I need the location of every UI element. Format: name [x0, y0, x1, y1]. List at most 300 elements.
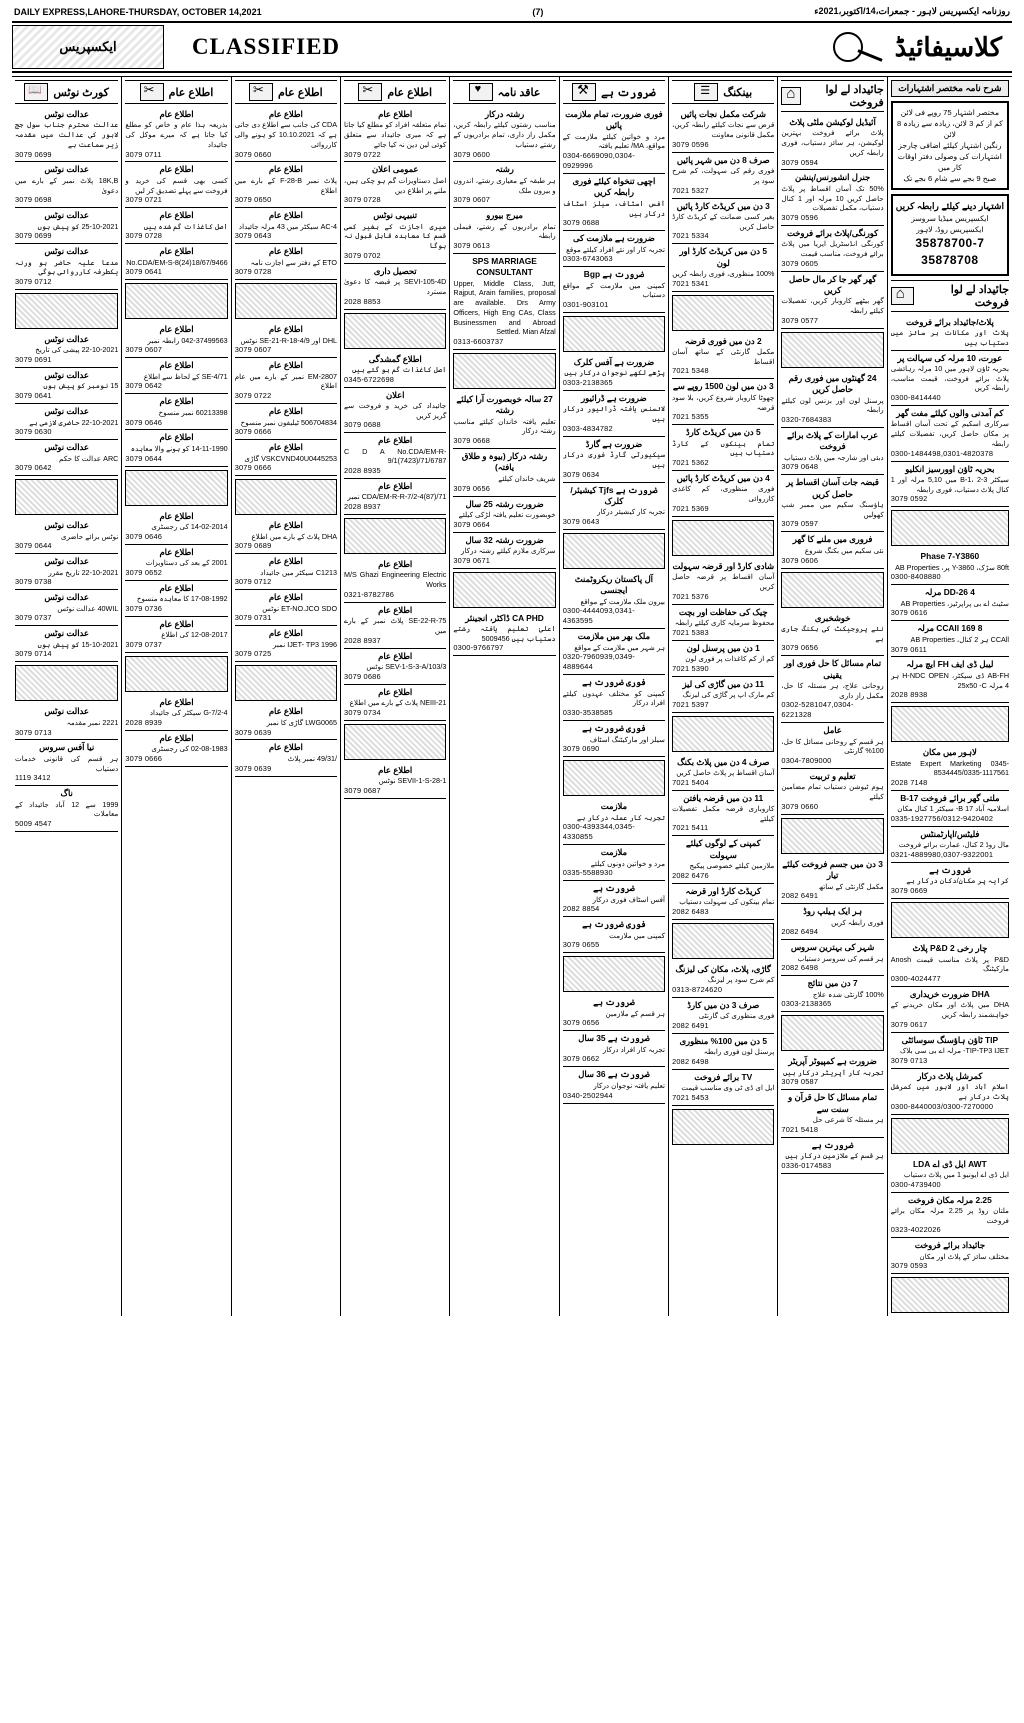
- decorative-image: [235, 665, 337, 701]
- ad-headline: رشتہ: [495, 164, 514, 175]
- ad-headline: اطلاع عام: [159, 582, 194, 593]
- classified-ad: [15, 162, 118, 208]
- classified-ad: [672, 962, 774, 998]
- ad-reference-number: 2028 8937: [344, 502, 381, 512]
- ad-body: 22-10-2021 پیشی کی تاریخ: [35, 345, 119, 355]
- classified-ad: [344, 208, 446, 263]
- ad-headline: چار رخی P&D 2 پلاٹ: [912, 943, 988, 954]
- column-banking: [668, 77, 777, 1316]
- decorative-image: [344, 724, 446, 760]
- decorative-image: [563, 760, 665, 796]
- decorative-image: [672, 520, 774, 556]
- classified-ad: [781, 475, 883, 532]
- ad-body: تجربہ کار اور نئے افراد کیلئے موقع: [566, 244, 666, 254]
- ad-body: آسان اقساط پر پلاٹ حاصل کریں: [676, 768, 775, 777]
- decorative-image: [891, 902, 1009, 938]
- ad-body: CDA کی جانب سے اطلاع دی جاتی ہے کہ 10.10.2021 کو ہونے والی کارروائی: [234, 120, 338, 149]
- ad-body: SEVII-1-S-28-1 نوٹس: [378, 776, 447, 786]
- decorative-image: [891, 706, 1009, 742]
- ad-reference-number: 0321-8782786: [344, 589, 395, 599]
- ad-reference-number: 7021 5327: [672, 185, 709, 195]
- ad-body: 15-10-2021 کو پیش ہوں: [37, 639, 119, 649]
- classified-ad: [125, 394, 227, 430]
- ad-body: لائسنس یافتہ ڈرائیور درکار ہیں: [562, 404, 666, 424]
- decorative-image: [781, 572, 883, 608]
- ad-body: اعلیٰ تعلیم یافتہ رشتے دستیاب ہیں 5009456: [453, 623, 556, 643]
- ad-headline: لاہور میں مکان: [922, 747, 977, 758]
- ad-headline: 24 گھنٹوں میں فوری رقم حاصل کریں: [788, 372, 877, 395]
- ad-reference-number: 2082 6491: [781, 891, 819, 901]
- ad-headline: اطلاع عام: [378, 650, 413, 661]
- ad-headline: 5 دن میں کریڈٹ کارڈ اور لون: [679, 246, 767, 268]
- ad-reference-number: 3079 0639: [234, 727, 272, 737]
- ad-reference-number: 7021 5383: [672, 627, 709, 637]
- doc-icon: [24, 83, 48, 101]
- ad-headline: رشتہ درکار (بیوہ و طلاق یافتہ): [461, 451, 548, 473]
- ads-list-5: [453, 107, 555, 656]
- ad-body: نئے پروجیکٹ کی بکنگ جاری ہے: [781, 623, 884, 643]
- ad-headline: گاڑی، پلاٹ، مکان کی لیزنگ: [675, 963, 771, 974]
- ad-headline: فوری ضرورت ہے: [582, 677, 646, 688]
- rings-icon: [469, 83, 493, 101]
- ad-reference-number: 3079 0594: [781, 157, 819, 167]
- classified-ad: [672, 153, 774, 199]
- ad-headline: اطلاع عام: [268, 246, 303, 257]
- classified-ad: [891, 863, 1009, 899]
- ad-body: DHA پلاٹ کے بارے میں اطلاع: [251, 531, 338, 541]
- ad-body: 17-08-1992 کا معاہدہ منسوخ: [136, 593, 228, 603]
- classified-ad: [125, 430, 227, 466]
- ad-headline: فلیٹس/اپارٹمنٹس: [920, 829, 980, 840]
- ad-body: 1999 سے 12 آباد جائیداد کے معاملات: [15, 799, 119, 819]
- classified-ad: [781, 940, 883, 976]
- ad-reference-number: 7021 5376: [672, 591, 709, 601]
- classified-ad: [344, 107, 446, 162]
- ad-body: Estate Expert Marketing 0345-8534445/0335-1117561: [890, 758, 1009, 778]
- ad-headline: عدالت نوٹس: [44, 706, 89, 717]
- ad-body: ہاؤسنگ سکیم میں ممبر شپ کھولیں: [781, 500, 884, 519]
- ad-headline: شادی کارڈ اور قرضہ سہولت: [672, 560, 775, 571]
- classified-ad: [563, 881, 665, 917]
- contact-phone-2[interactable]: 35878708: [921, 253, 979, 268]
- decorative-image: [344, 313, 446, 349]
- ad-reference-number: 3079 0671: [453, 555, 491, 565]
- decorative-image: [453, 572, 555, 608]
- ad-headline: تمام مسائل کا حل قرآن و سنت سے: [788, 1092, 878, 1114]
- ad-reference-number: 3079 0737: [125, 639, 163, 649]
- classified-ad: [672, 1070, 774, 1106]
- ad-headline: ضرورت ہے Bgp: [583, 269, 644, 280]
- ad-body: ETO کے دفتر سے اجازت نامہ: [250, 257, 338, 267]
- ad-reference-number: 3079 0721: [125, 195, 163, 205]
- classified-ad: [235, 554, 337, 590]
- ad-headline: اطلاع عام: [378, 559, 413, 570]
- decorative-image: [344, 518, 446, 554]
- classified-ad: [453, 611, 555, 657]
- ad-body: تجربہ کار آپریٹر درکار ہیں: [783, 1067, 884, 1077]
- classified-ad: [453, 254, 555, 350]
- ad-body: فوری رقم کی سہولت، کم شرح سود پر: [672, 166, 775, 185]
- classified-ad: [235, 626, 337, 662]
- ad-reference-number: 3079 0596: [781, 212, 819, 222]
- ad-headline: 4 دن میں کریڈٹ کارڈ پائیں: [676, 472, 770, 483]
- section-header-court: [15, 80, 118, 104]
- decorative-image: [235, 283, 337, 319]
- ad-headline: AWT ایل ڈی اے LDA: [913, 1158, 987, 1169]
- ad-headline: اطلاع عام: [159, 696, 194, 707]
- classified-ad: [563, 267, 665, 313]
- ad-headline: اطلاع عام: [268, 628, 303, 639]
- ad-body: عدالت محترم جناب سول جج لاہور کی عدالت میں مقدمہ زیر سماعت ہے: [15, 120, 119, 149]
- decorative-image: [125, 283, 227, 319]
- ad-reference-number: 3079 0731: [234, 613, 272, 623]
- ad-reference-number: 7021 5341: [672, 278, 709, 288]
- ad-headline: اطلاع عام: [159, 324, 194, 335]
- page-number: (7): [532, 6, 544, 17]
- ad-headline: TIP ٹاؤن ہاؤسنگ سوسائٹی: [901, 1034, 999, 1045]
- ad-reference-number: 3079 0668: [453, 436, 491, 446]
- ad-reference-number: 3079 0699: [15, 231, 52, 241]
- classified-ad: [781, 769, 883, 815]
- ad-reference-number: 7021 5362: [672, 458, 709, 467]
- ad-body: دبئی اور شارجہ میں پلاٹ دستیاب: [784, 452, 884, 462]
- classified-ad: [781, 656, 883, 723]
- ad-reference-number: 3079 0702: [344, 250, 381, 260]
- ad-headline: اطلاع عام: [268, 706, 303, 717]
- classified-ad: [125, 162, 227, 208]
- ad-headline: 7 دن میں نتائج: [807, 978, 858, 989]
- ad-headline: ضرورت ہے ملازمت کی: [573, 233, 655, 244]
- ad-headline: ملتی گھر برائے فروخت B-17: [900, 793, 1000, 804]
- classified-ad: [563, 231, 665, 267]
- ad-body: خوبصورت تعلیم یافتہ لڑکی کیلئے: [458, 509, 556, 519]
- ad-reference-number: 7021 5411: [672, 823, 709, 833]
- ad-reference-number: 7021 5453: [672, 1093, 709, 1103]
- classified-ad: [453, 392, 555, 449]
- section-header-requirements: [563, 80, 665, 104]
- ad-reference-number: 3079 0734: [344, 707, 381, 717]
- ad-headline: ملازمت: [600, 801, 628, 812]
- ad-body: مرد و خواتین دونوں کیلئے: [590, 858, 666, 868]
- ad-body: نوٹس برائے حاضری: [60, 531, 119, 541]
- classified-ad: [891, 1069, 1009, 1115]
- ad-headline: شرکت مکمل نجات پائیں: [680, 109, 766, 119]
- classified-ad: [781, 371, 883, 428]
- ad-headline: عدالت نوٹس: [44, 164, 89, 175]
- decorative-image: [672, 1109, 774, 1145]
- ad-body: سٹیٹ اے بی پراپرٹیز، AB Properties: [900, 598, 1009, 608]
- classified-ad: [15, 786, 118, 832]
- classified-ad: [563, 391, 665, 437]
- rate-line-3: رنگین اشتہار کیلئے اضافی چارجز: [898, 141, 1002, 150]
- ad-reference-number: 3079 0607: [125, 345, 163, 355]
- classified-ad: [235, 162, 337, 208]
- ad-body: کم شرح سود پر لیزنگ: [707, 975, 775, 985]
- ad-body: G-7/2-4 سیکٹر کی جائیداد: [149, 708, 228, 718]
- classified-ad: [125, 322, 227, 358]
- ad-body: ایل ای ڈی ٹی وی مناسب قیمت: [681, 1083, 775, 1093]
- ad-body: تمام برادریوں کے رشتے، فیملی رابطہ: [453, 221, 556, 241]
- ad-headline: جنرل انشورنس/پنشن: [794, 172, 871, 183]
- classified-ad: [563, 675, 665, 721]
- classified-ad: [344, 264, 446, 310]
- ad-reference-number: 3079 0639: [234, 763, 272, 773]
- classified-ad: [781, 1090, 883, 1137]
- classified-ad: [125, 208, 227, 244]
- ad-body: آفس اسٹاف، سیلز اسٹاف درکار ہیں: [562, 198, 666, 218]
- ad-reference-number: 3079 0613: [453, 241, 491, 251]
- classified-ad: [125, 509, 227, 545]
- decorative-image: [125, 656, 227, 692]
- ad-reference-number: 0323-4022026: [890, 1225, 941, 1235]
- classified-ad: [344, 685, 446, 721]
- scissors-icon: [358, 83, 382, 101]
- ad-body: IJET- TP3 1996 نمبر: [272, 639, 338, 649]
- classified-ad: [563, 572, 665, 629]
- ad-headline: ہر ایک ہیلپ روڈ: [803, 906, 863, 917]
- classified-ad: [235, 704, 337, 740]
- ad-body: ET-NO.JCO SDO نوٹس: [262, 603, 338, 613]
- classified-ad: [344, 557, 446, 603]
- ad-body: آفس اسٹاف فوری درکار: [592, 894, 666, 904]
- contact-heading: اشتہار دینے کیلئے رابطہ کریں: [895, 201, 1004, 211]
- ad-reference-number: 3079 0646: [125, 417, 163, 427]
- ad-body: CCAll ہر 2 کنال، AB Properties: [910, 634, 1009, 644]
- classified-ad: [125, 617, 227, 653]
- ad-headline: عامل: [823, 725, 842, 736]
- classified-ad: [563, 355, 665, 391]
- ad-reference-number: 3079 0642: [125, 381, 163, 391]
- column-property-2: [777, 77, 886, 1316]
- ad-reference-number: 3079 0605: [781, 258, 819, 268]
- ad-body: ARC عدالت کا حکم: [59, 453, 119, 463]
- ad-reference-number: 3079 0666: [234, 463, 272, 473]
- classified-ad: [235, 740, 337, 776]
- classified-ad: [235, 440, 337, 476]
- ad-reference-number: 3079 0736: [125, 603, 163, 613]
- classified-ad: [15, 404, 118, 440]
- ad-headline: 4 DD-26 مرلہ: [924, 587, 975, 598]
- classified-ad: [15, 740, 118, 786]
- ad-headline: صرف 8 دن میں شہر پائیں: [676, 154, 770, 165]
- ad-headline: کمپنی کے لوگوں کیلئے سہولت: [685, 838, 761, 860]
- classified-ad: [125, 545, 227, 581]
- classified-ad: [781, 976, 883, 1012]
- classified-ad: [15, 368, 118, 404]
- ad-reference-number: 7021 5369: [672, 503, 709, 513]
- ad-headline: تعلیم و تربیت: [809, 771, 856, 782]
- ad-reference-number: 3079 0642: [15, 463, 52, 473]
- ad-headline: خوشخبری: [814, 612, 851, 623]
- ad-body: /49/31 نمبر پلاٹ: [287, 753, 338, 763]
- classified-ad: [891, 827, 1009, 863]
- ad-body: 40WIL عدالت نوٹس: [57, 603, 119, 613]
- ad-headline: اطلاع عام: [268, 592, 303, 603]
- ad-headline: اطلاع عام: [378, 686, 413, 697]
- ad-reference-number: 3079 0656: [562, 1018, 600, 1028]
- ad-reference-number: 7021 5334: [672, 231, 709, 241]
- ad-body: P&D پر پلاٹ مناسب قیمت Anosh مارکیٹنگ: [890, 954, 1009, 974]
- ad-reference-number: 3079 0666: [125, 753, 163, 763]
- classified-ad: [781, 532, 883, 568]
- ad-reference-number: 0302-5281047,0304-6221328: [781, 700, 854, 720]
- ad-body: ہر قسم کی قانونی خدمات دستیاب: [15, 753, 119, 773]
- ad-headline: عدالت نوٹس: [44, 210, 89, 221]
- ad-reference-number: 3079 0656: [781, 643, 819, 653]
- classified-ad: [672, 559, 774, 605]
- ad-reference-number: 3079 0634: [562, 469, 600, 479]
- decorative-image: [781, 332, 883, 368]
- ad-body: اسلامیہ آباد 17 B- سیکٹر 1 کنال مکان: [897, 804, 1009, 814]
- ad-headline: اچھی تنخواہ کیلئے فوری رابطہ کریں: [572, 176, 656, 198]
- ad-reference-number: 3079 0607: [234, 345, 272, 355]
- tool-icon: [572, 83, 596, 101]
- ad-body: Upper, Middle Class, Jutt, Rajput, Arain families, proposal are available. Drs Army Officers, High Eng CAs, Class Businessmen and Abroad Settled. Mian Afzal: [453, 278, 556, 337]
- classified-ad: [672, 425, 774, 471]
- ad-reference-number: 3079 0641: [15, 391, 52, 401]
- classified-ad: [781, 272, 883, 329]
- ad-body: کاروباری قرضہ مکمل تفصیلات کیلئے: [672, 804, 775, 823]
- classified-ad: [672, 244, 774, 291]
- bank-icon: [694, 83, 718, 101]
- ad-reference-number: 3079 0644: [15, 541, 52, 551]
- ad-headline: رشتہ درکار: [484, 109, 525, 119]
- section-header-property-2: [781, 80, 883, 112]
- ad-reference-number: 2082 6498: [781, 963, 819, 973]
- ad-body: پلاٹ برائے فروخت بہترین لوکیشن، ہر سائز دستیاب، فوری رابطہ کریں: [781, 128, 884, 157]
- ad-body: 60213398 نمبر منسوخ: [158, 407, 228, 417]
- ad-headline: اطلاع عام: [159, 109, 194, 119]
- ad-headline: عدالت نوٹس: [44, 556, 89, 567]
- ad-headline: عدالت نوٹس: [44, 628, 89, 639]
- ad-headline: 3 دن میں لون 1500 روپے سے: [672, 381, 774, 392]
- ad-reference-number: 3079 0606: [781, 555, 819, 565]
- ad-body: سیلز اور مارکیٹنگ اسٹاف: [589, 734, 666, 744]
- classified-ad: [672, 334, 774, 380]
- ad-headline: عدالت نوٹس: [44, 442, 89, 453]
- ad-headline: گھر گھر جا کر مال حاصل کریں: [788, 273, 877, 296]
- ad-reference-number: 3079 0655: [562, 940, 600, 950]
- column-general-2: [231, 77, 340, 1316]
- ad-body: AB-FH ڈی سیکٹر، H-NDC OPEN ہر 4 مرلہ 25x50 -C: [890, 670, 1010, 690]
- ad-body: آسان اقساط پر قرضہ حاصل کریں: [672, 572, 775, 591]
- ad-reference-number: 0335-1927756/0312-9420402: [890, 814, 994, 824]
- section-header-property: [891, 280, 1009, 312]
- ad-reference-number: 2082 6483: [672, 906, 709, 916]
- classified-ad: [891, 585, 1009, 621]
- ad-headline: اطلاع عام: [378, 435, 413, 446]
- ad-body: تمام بینکوں کی سہولت دستیاب: [679, 897, 775, 907]
- ad-headline: اعلان: [385, 389, 405, 400]
- section-title: اطلاع عام: [168, 86, 214, 99]
- ad-reference-number: 3079 0725: [234, 649, 272, 659]
- ad-headline: عدالت نوٹس: [44, 334, 89, 345]
- column-property-rates: [887, 77, 1012, 1316]
- ad-body: ملازمین کیلئے خصوصی پیکیج: [689, 861, 775, 871]
- classified-ad: [891, 315, 1009, 351]
- classified-ad: [453, 162, 555, 208]
- ad-headline: چیک کی حفاظت اور بچت: [678, 606, 768, 617]
- ad-reference-number: 3079 0616: [890, 608, 928, 618]
- ad-headline: فوری ضرورت، تمام ملازمت پائیں: [565, 109, 663, 131]
- ad-reference-number: 0336-0174583: [781, 1160, 832, 1170]
- ad-body: ہر قسم کی سروسز دستیاب: [797, 953, 884, 963]
- ad-headline: فوری ضرورت ہے: [582, 919, 646, 930]
- ad-reference-number: 0304-6669090,0304-0929996: [562, 151, 635, 171]
- rate-line-1: مختصر اشتہار 75 روپے فی لائن: [900, 108, 1000, 117]
- contact-box: [891, 194, 1009, 276]
- ad-headline: ضرورت ہے گارڈ: [585, 438, 643, 449]
- classified-ad: [344, 763, 446, 799]
- ad-headline: میرج بیورو: [486, 210, 523, 221]
- classified-ad: [781, 723, 883, 769]
- ad-headline: ضرورت رشتہ 32 سال: [465, 534, 544, 545]
- ad-reference-number: 3079 0607: [453, 195, 491, 205]
- ad-body: SE-4/71 کے لحاظ سے اطلاع: [143, 371, 228, 381]
- column-marriage: [449, 77, 558, 1316]
- scissors-icon: [249, 83, 273, 101]
- ad-headline: عمومی اعلان: [371, 164, 419, 175]
- ad-reference-number: 3079 0737: [15, 613, 52, 623]
- ad-reference-number: 2028 8939: [125, 717, 163, 727]
- ad-headline: اطلاع عام: [159, 246, 194, 257]
- contact-phone-1[interactable]: 35878700-7: [915, 236, 985, 251]
- ad-reference-number: 3079 0662: [562, 1054, 600, 1064]
- ad-headline: 2 دن میں فوری قرضہ: [684, 335, 762, 346]
- ad-body: 2221 نمبر مقدمہ: [66, 717, 119, 727]
- classified-ad: [125, 358, 227, 394]
- ad-body: 100% منظوری، فوری رابطہ کریں: [672, 268, 775, 278]
- ad-reference-number: 0303-2138365: [562, 378, 613, 388]
- classified-ad: [453, 533, 555, 569]
- classified-ad: [672, 107, 774, 153]
- section-title: جائیداد لے لوا فروخت: [825, 84, 884, 109]
- ad-reference-number: 3079 0666: [234, 427, 272, 437]
- ad-headline: اطلاع عام: [159, 432, 194, 443]
- ad-body: محفوظ سرمایہ کاری کیلئے رابطہ: [675, 617, 775, 627]
- ad-body: سرکاری اسکیم کے تحت آسان اقساط پر مکان حاصل کریں، تفصیلات کیلئے رابطہ: [890, 419, 1009, 448]
- ad-headline: 3 دن میں جسم فروخت کیلئے تیار: [782, 858, 883, 881]
- ad-reference-number: 0313-6603737: [453, 337, 504, 347]
- classified-ad: [563, 917, 665, 953]
- ad-body: اصل کاغذات گم شدہ ہیں: [143, 221, 228, 231]
- ad-body: مناسب رشتوں کیلئے رابطہ کریں، مکمل راز داری، تمام برادریوں کے رشتے دستیاب: [453, 120, 556, 149]
- ad-headline: اطلاع عام: [159, 360, 194, 371]
- ad-reference-number: 3079 0722: [234, 391, 272, 401]
- ad-body: پلاٹ نمبر F-28-B کے بارے میں اطلاع: [234, 175, 338, 195]
- classified-ad: [15, 440, 118, 476]
- classified-ad: [563, 799, 665, 845]
- ad-reference-number: 0300-4739400: [890, 1179, 941, 1189]
- ad-headline: عدالت نوٹس: [44, 370, 89, 381]
- ad-reference-number: 7021 5397: [672, 699, 709, 709]
- classified-ad: [672, 641, 774, 677]
- ad-reference-number: 2028 8937: [344, 635, 381, 645]
- ad-headline: Phase 7-Y3860: [920, 551, 980, 562]
- classified-ad: [563, 845, 665, 881]
- classified-ad: [781, 1138, 883, 1174]
- ad-headline: کم آمدنی والوں کیلئے مفت گھر: [896, 408, 1004, 419]
- ads-list-6: [344, 107, 446, 799]
- classified-ad: [235, 322, 337, 358]
- ad-reference-number: 3079 0600: [453, 149, 491, 159]
- ad-headline: اطلاع عام: [268, 556, 303, 567]
- ad-body: SEV-1-S-3-A/103/3 نوٹس: [366, 662, 447, 671]
- ad-body: روحانی علاج، ہر مسئلہ کا حل، مکمل راز داری: [781, 680, 884, 700]
- ad-reference-number: 2082 6476: [672, 870, 709, 880]
- classified-ad: [891, 791, 1009, 827]
- ad-body: تعلیم یافتہ نوجوان درکار: [593, 1080, 666, 1090]
